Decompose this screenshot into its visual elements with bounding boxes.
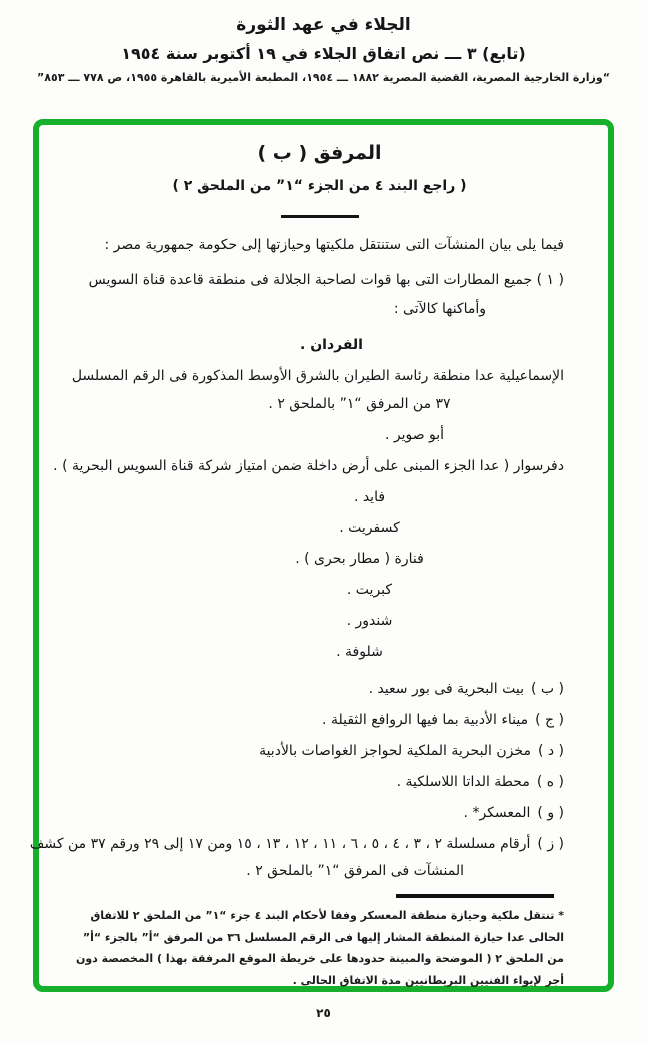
lettered-item	[75, 804, 564, 823]
page-number: ٢٥	[316, 1006, 331, 1020]
item-marker: ( ب )	[530, 681, 564, 697]
lettered-item	[75, 711, 564, 730]
airfield-entry: كبريت .	[346, 582, 393, 598]
airfield-entry: شندور .	[346, 613, 393, 629]
lettered-item	[75, 773, 564, 792]
airfield-entry: الإسماعيلية عدا منطقة رئاسة الطيران بالشرق الأوسط المذكورة فى الرقم المسلسل	[71, 368, 564, 384]
annex-title: المرفق ( ب )	[257, 142, 382, 164]
airfield-entry: كسفريت .	[339, 520, 400, 536]
item-text: المعسكر* .	[463, 805, 531, 821]
annex-frame	[29, 119, 614, 992]
lettered-item-wrap: المنشآت فى المرفق “١” بالملحق ٢ .	[246, 863, 464, 879]
annex-reference: ( راجع البند ٤ من الجزء “١” من الملحق ٢ )	[172, 178, 467, 194]
item-one-line1: ( ١ ) جميع المطارات التى بها قوات لصاحبة الجلالة فى منطقة قاعدة قناة السويس	[88, 272, 564, 288]
item-marker: ( ج )	[535, 712, 564, 728]
lettered-item	[75, 680, 564, 699]
airfield-entry: الفردان .	[300, 337, 363, 353]
item-marker: ( ه )	[536, 774, 564, 790]
footnote-divider	[396, 894, 554, 898]
title-divider	[281, 215, 359, 218]
source-citation: “وزارة الخارجية المصرية، القضية المصرية ١٨٨٢ ـــ ١٩٥٤، المطبعة الأميرية بالقاهرة ١٩٥٥، ص ٧٧٨ ـــ ٨٥٣”	[37, 71, 610, 84]
annex-intro: فيما يلى بيان المنشآت التى ستنتقل ملكيتها وحيازتها إلى حكومة جمهورية مصر :	[104, 237, 564, 253]
airfield-entry: فايد .	[353, 489, 386, 505]
airfield-entry: فنارة ( مطار بحرى ) .	[295, 551, 424, 567]
book-title: الجلاء في عهد الثورة	[236, 15, 411, 35]
item-text: بيت البحرية فى بور سعيد .	[368, 681, 524, 697]
airfield-entry: شلوفة .	[336, 644, 383, 660]
item-one	[75, 266, 564, 324]
airfield-entry-wrap: ٣٧ من المرفق “١” بالملحق ٢ .	[268, 396, 451, 412]
item-marker: ( و )	[537, 805, 564, 821]
item-marker: ( د )	[537, 743, 564, 759]
item-text: ميناء الأدبية بما فيها الروافع الثقيلة .	[322, 712, 529, 728]
lettered-item	[75, 742, 564, 761]
item-text: أرقام مسلسلة ٢ ، ٣ ، ٤ ، ٥ ، ٦ ، ١١ ، ١٢ ، ١٣ ، ١٥ ومن ١٧ إلى ٢٩ ورقم ٣٧ من كشف	[29, 836, 531, 852]
item-text: محطة الداتا اللاسلكية .	[396, 774, 530, 790]
item-one-line2: وأماكنها كالآتى :	[393, 301, 486, 317]
item-text: مخزن البحرية الملكية لحواجز الغواصات بالأدبية	[259, 743, 531, 759]
lettered-item	[29, 835, 564, 854]
page-header	[0, 0, 647, 85]
airfield-entry: أبو صوير .	[384, 427, 445, 443]
item-marker: ( ز )	[537, 836, 564, 852]
chapter-subtitle: (تابع) ٣ ـــ نص اتفاق الجلاء في ١٩ أكتوبر سنة ١٩٥٤	[121, 44, 526, 63]
footnote-text: * تنتقل ملكية وحيازة منطقة المعسكر وفقا لأحكام البند ٤ جزء “١” من الملحق ٢ للاتفاق الحالى عدا حيازة المنطقة المشار إليها فى الرقم المسلسل ٣٦ من المرفق “أ” بالجزء “أ” من الملحق ٢ ( الموضحة والمبينة حدودها على خريطة الموقع المرفقة بهذا ) المخصصة دون أجر لإيواء الفنيين البريطانيين مدة الاتفاق الحالى .	[75, 909, 564, 987]
airfield-entry: دفرسوار ( عدا الجزء المبنى على أرض داخلة ضمن امتياز شركة قناة السويس البحرية ) .	[53, 458, 564, 474]
